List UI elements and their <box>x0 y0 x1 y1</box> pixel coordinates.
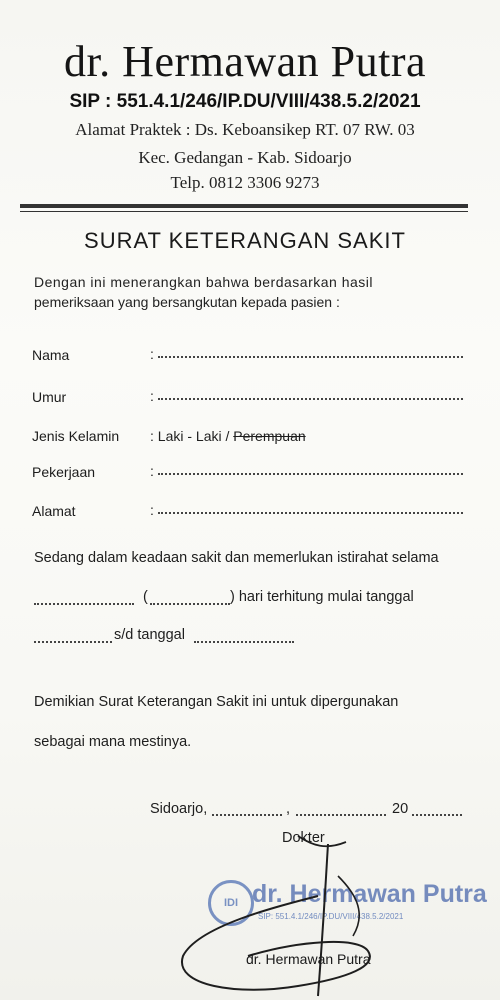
field-colon-umur: : <box>150 388 154 404</box>
closing-line-2: sebagai mana mestinya. <box>34 734 192 750</box>
field-line-pekerjaan[interactable] <box>158 472 463 475</box>
practice-phone: Telp. 0812 3306 9273 <box>170 173 320 192</box>
field-label-jenis-kelamin: Jenis Kelamin <box>32 428 120 444</box>
doctor-name-heading: dr. Hermawan Putra <box>63 37 427 86</box>
gender-female-struck: Perempuan <box>233 428 306 444</box>
sick-statement-line-1: Sedang dalam keadaan sakit dan memerlukan istirahat selama <box>34 550 439 566</box>
signing-place: Sidoarjo, <box>150 801 208 817</box>
signing-month-line[interactable] <box>296 813 386 816</box>
end-date-line[interactable] <box>194 640 294 643</box>
field-label-pekerjaan: Pekerjaan <box>32 464 96 480</box>
practice-address: Alamat Praktek : Ds. Keboansikep RT. 07 RW. 03 <box>75 120 415 139</box>
header-divider-thick <box>20 204 468 208</box>
header-divider-thin <box>20 211 468 212</box>
closing-line-1: Demikian Surat Keterangan Sakit ini untuk dipergunakan <box>34 694 399 710</box>
field-line-alamat[interactable] <box>158 511 463 514</box>
field-line-nama[interactable] <box>158 355 463 358</box>
paren-open: ( <box>143 589 148 605</box>
field-value-jenis-kelamin <box>150 428 306 444</box>
document-title: SURAT KETERANGAN SAKIT <box>84 228 406 253</box>
gender-male-option: : Laki - Laki / <box>150 428 230 444</box>
field-colon-alamat: : <box>150 502 154 518</box>
field-colon-nama: : <box>150 346 154 362</box>
paren-close-text: ) hari terhitung mulai tanggal <box>230 589 414 605</box>
intro-line-2: pemeriksaan yang bersangkutan kepada pasien : <box>34 294 340 310</box>
field-line-umur[interactable] <box>158 397 463 400</box>
signer-name: dr. Hermawan Putra <box>246 951 371 967</box>
doctor-role-label: Dokter <box>282 830 325 846</box>
stamp-doctor-name: dr. Hermawan Putra <box>252 880 487 908</box>
practice-district: Kec. Gedangan - Kab. Sidoarjo <box>138 148 352 167</box>
field-label-alamat: Alamat <box>32 503 76 519</box>
signing-day-line[interactable] <box>212 813 282 816</box>
days-number-line[interactable] <box>150 602 230 605</box>
stamp-sip: SIP: 551.4.1/246/IP.DU/VIII/438.5.2/2021 <box>258 912 404 921</box>
days-words-line[interactable] <box>34 602 134 605</box>
signing-comma: , <box>286 801 291 817</box>
field-colon-pekerjaan: : <box>150 463 154 479</box>
field-label-umur: Umur <box>32 389 67 405</box>
sip-number: SIP : 551.4.1/246/IP.DU/VIII/438.5.2/2021 <box>69 91 421 112</box>
idi-logo-stamp: IDI <box>208 880 254 926</box>
intro-line-1: Dengan ini menerangkan bahwa berdasarkan hasil <box>34 274 373 290</box>
signing-year-line[interactable] <box>412 813 462 816</box>
sd-tanggal-label: s/d tanggal <box>114 627 185 643</box>
signing-year-prefix: 20 <box>392 801 409 817</box>
start-date-line[interactable] <box>34 640 112 643</box>
field-label-nama: Nama <box>32 347 70 363</box>
